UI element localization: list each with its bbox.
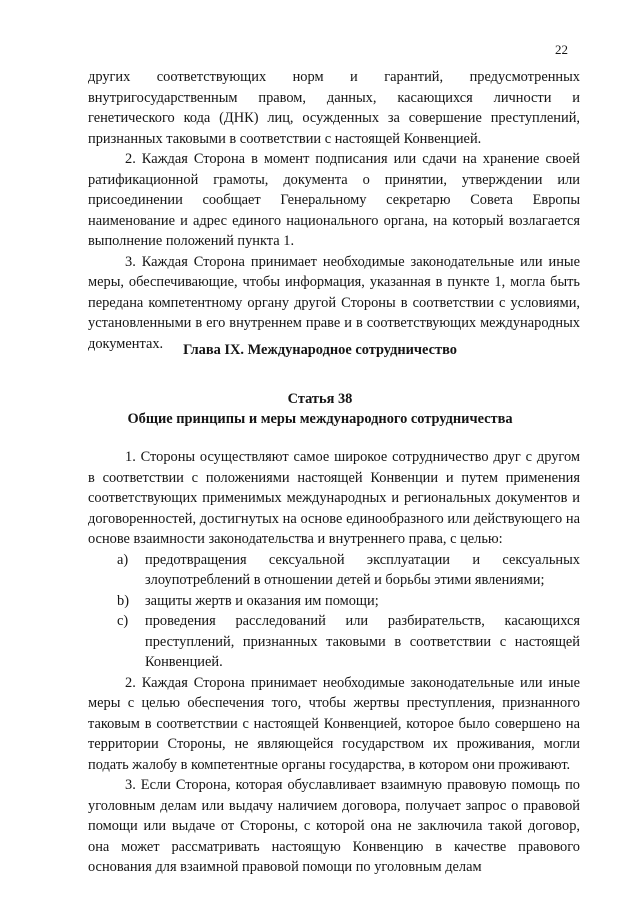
list-marker: b) (117, 592, 129, 609)
article-paragraph-3: 3. Если Сторона, которая обуславливает взаимную правовую помощь по уголовным делам или выдачу наличием договора, получает запрос о правовой помощи или выдаче от Стороны, с которой она не заключила такой договор, она может рассматривать настоящую Конвенцию в качестве правового основания для взаимной правовой помощи по уголовным делам (88, 777, 580, 875)
list-text: предотвращения сексуальной эксплуатации и сексуальных злоупотреблений в отношении детей и борьбы этими явлениями; (145, 551, 580, 588)
list-item (88, 550, 580, 591)
article-title: Общие принципы и меры международного сотрудничества (127, 411, 513, 427)
paragraph-2: 2. Каждая Сторона в момент подписания или сдачи на хранение своей ратификационной грамоты, документа о принятии, утверждении или присоединении сообщает Генеральному секретарю Совета Европы наименование и адрес единого национального органа, на который возлагается выполнение положений пункта 1. (88, 151, 580, 249)
list-text: проведения расследований или разбирательств, касающихся преступлений, признанных таковыми в соответствии с настоящей Конвенцией. (145, 613, 580, 670)
continuation-section (88, 67, 580, 354)
list-item (88, 591, 580, 612)
list-text: защиты жертв и оказания им помощи; (145, 592, 379, 609)
paragraph-3: 3. Каждая Сторона принимает необходимые законодательные или иные меры, обеспечивающие, чтобы информация, указанная в пункте 1, могла быть передана компетентному органу другой Стороны в соответствии с условиями, установленными в его внутреннем праве и в соответствующих международных документах. (88, 253, 580, 352)
page-number: 22 (555, 42, 568, 57)
chapter-title: Глава IX. Международное сотрудничество (183, 342, 457, 358)
article-number: Статья 38 (287, 391, 353, 407)
paragraph-continued: других соответствующих норм и гарантий, предусмотренных внутригосударственным правом, данных, касающихся личности и генетического кода (ДНК) лиц, осужденных за совершение преступлений, признанных таковыми в соответствии с настоящей Конвенцией. (88, 69, 580, 147)
list-marker: c) (117, 613, 129, 629)
article-paragraph-2: 2. Каждая Сторона принимает необходимые законодательные или иные меры с целью обеспечения того, чтобы жертвы преступления, признанного таковым в соответствии с настоящей Конвенцией, которое было совершено на территории Стороны, не являющейся государством их проживания, могли подать жалобу в компетентные органы государства, в котором они проживают. (88, 674, 580, 773)
list-item (88, 611, 580, 673)
article-paragraph-1: 1. Стороны осуществляют самое широкое сотрудничество друг с другом в соответствии с положениями настоящей Конвенции и путем применения соответствующих применимых международных и региональных документов и договоренностей, достигнутых на основе единообразного или действующего на основе взаимности законодательства и внутреннего права, с целью: (88, 449, 580, 547)
article-body (88, 447, 580, 878)
list-marker: a) (117, 551, 129, 568)
